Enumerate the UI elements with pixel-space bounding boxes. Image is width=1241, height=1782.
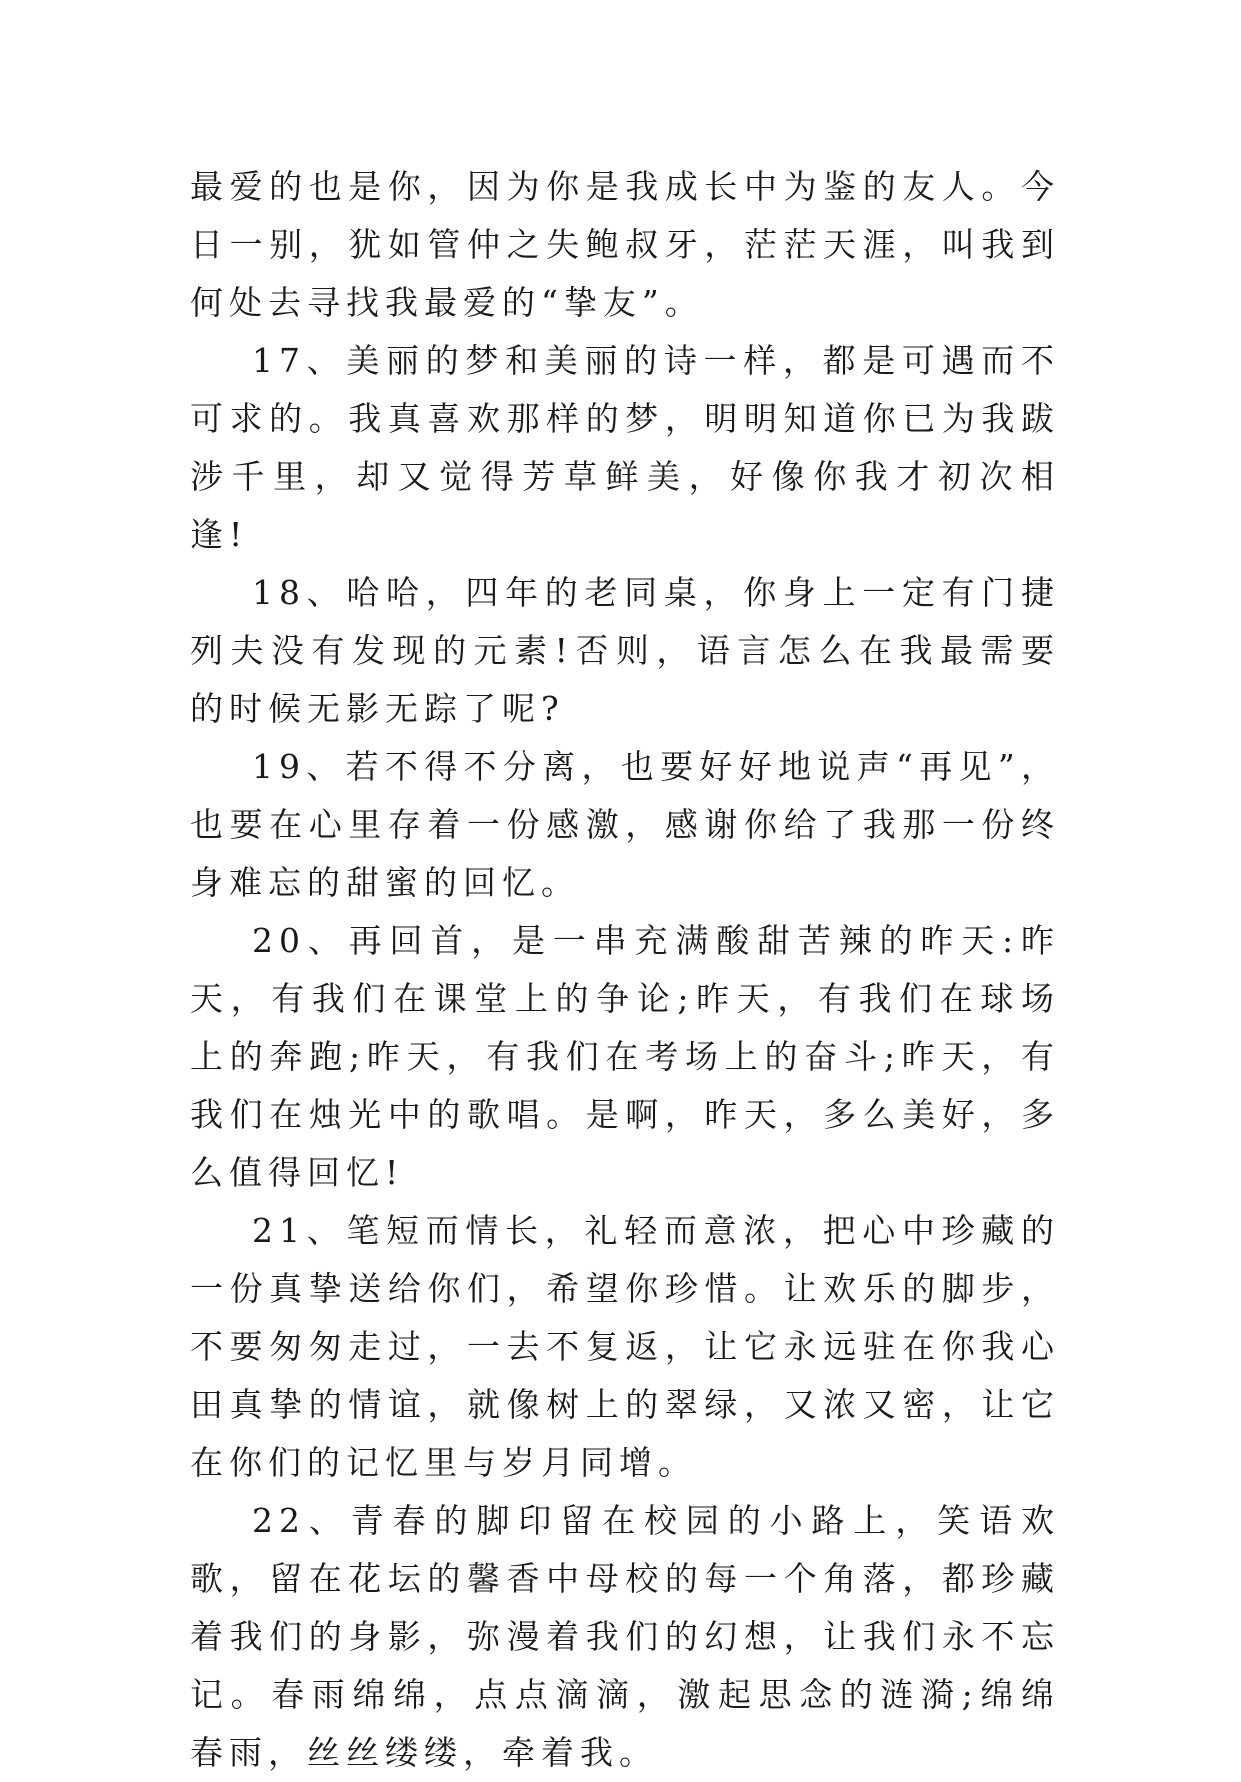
paragraph-21: 21、笔短而情长，礼轻而意浓，把心中珍藏的一份真挚送给你们，希望你珍惜。让欢乐的脚步，不要匆匆走过，一去不复返，让它永远驻在你我心田真挚的情谊，就像树上的翠绿，又浓又密，让它在你们的记忆里与岁月同增。 [190, 1211, 1060, 1482]
paragraph-17: 17、美丽的梦和美丽的诗一样，都是可遇而不可求的。我真喜欢那样的梦，明明知道你已为我跋涉千里，却又觉得芳草鲜美，好像你我才初次相逢! [190, 341, 1060, 554]
paragraph-19: 19、若不得不分离，也要好好地说声“再见”，也要在心里存着一份感激，感谢你给了我那一份终身难忘的甜蜜的回忆。 [190, 747, 1060, 902]
paragraph-18: 18、哈哈，四年的老同桌，你身上一定有门捷列夫没有发现的元素!否则，语言怎么在我最需要的时候无影无踪了呢? [190, 573, 1060, 728]
document-body [190, 158, 1060, 1782]
paragraph-continuation: 最爱的也是你，因为你是我成长中为鉴的友人。今日一别，犹如管仲之失鲍叔牙，茫茫天涯，叫我到何处去寻找我最爱的“挚友”。 [190, 167, 1060, 322]
paragraph-20: 20、再回首，是一串充满酸甜苦辣的昨天:昨天，有我们在课堂上的争论;昨天，有我们在球场上的奔跑;昨天，有我们在考场上的奋斗;昨天，有我们在烛光中的歌唱。是啊，昨天，多么美好，多么值得回忆! [190, 921, 1060, 1192]
paragraph-22: 22、青春的脚印留在校园的小路上，笑语欢歌，留在花坛的馨香中母校的每一个角落，都珍藏着我们的身影，弥漫着我们的幻想，让我们永不忘记。春雨绵绵，点点滴滴，激起思念的涟漪;绵绵春雨，丝丝缕缕，牵着我。 [190, 1501, 1060, 1772]
